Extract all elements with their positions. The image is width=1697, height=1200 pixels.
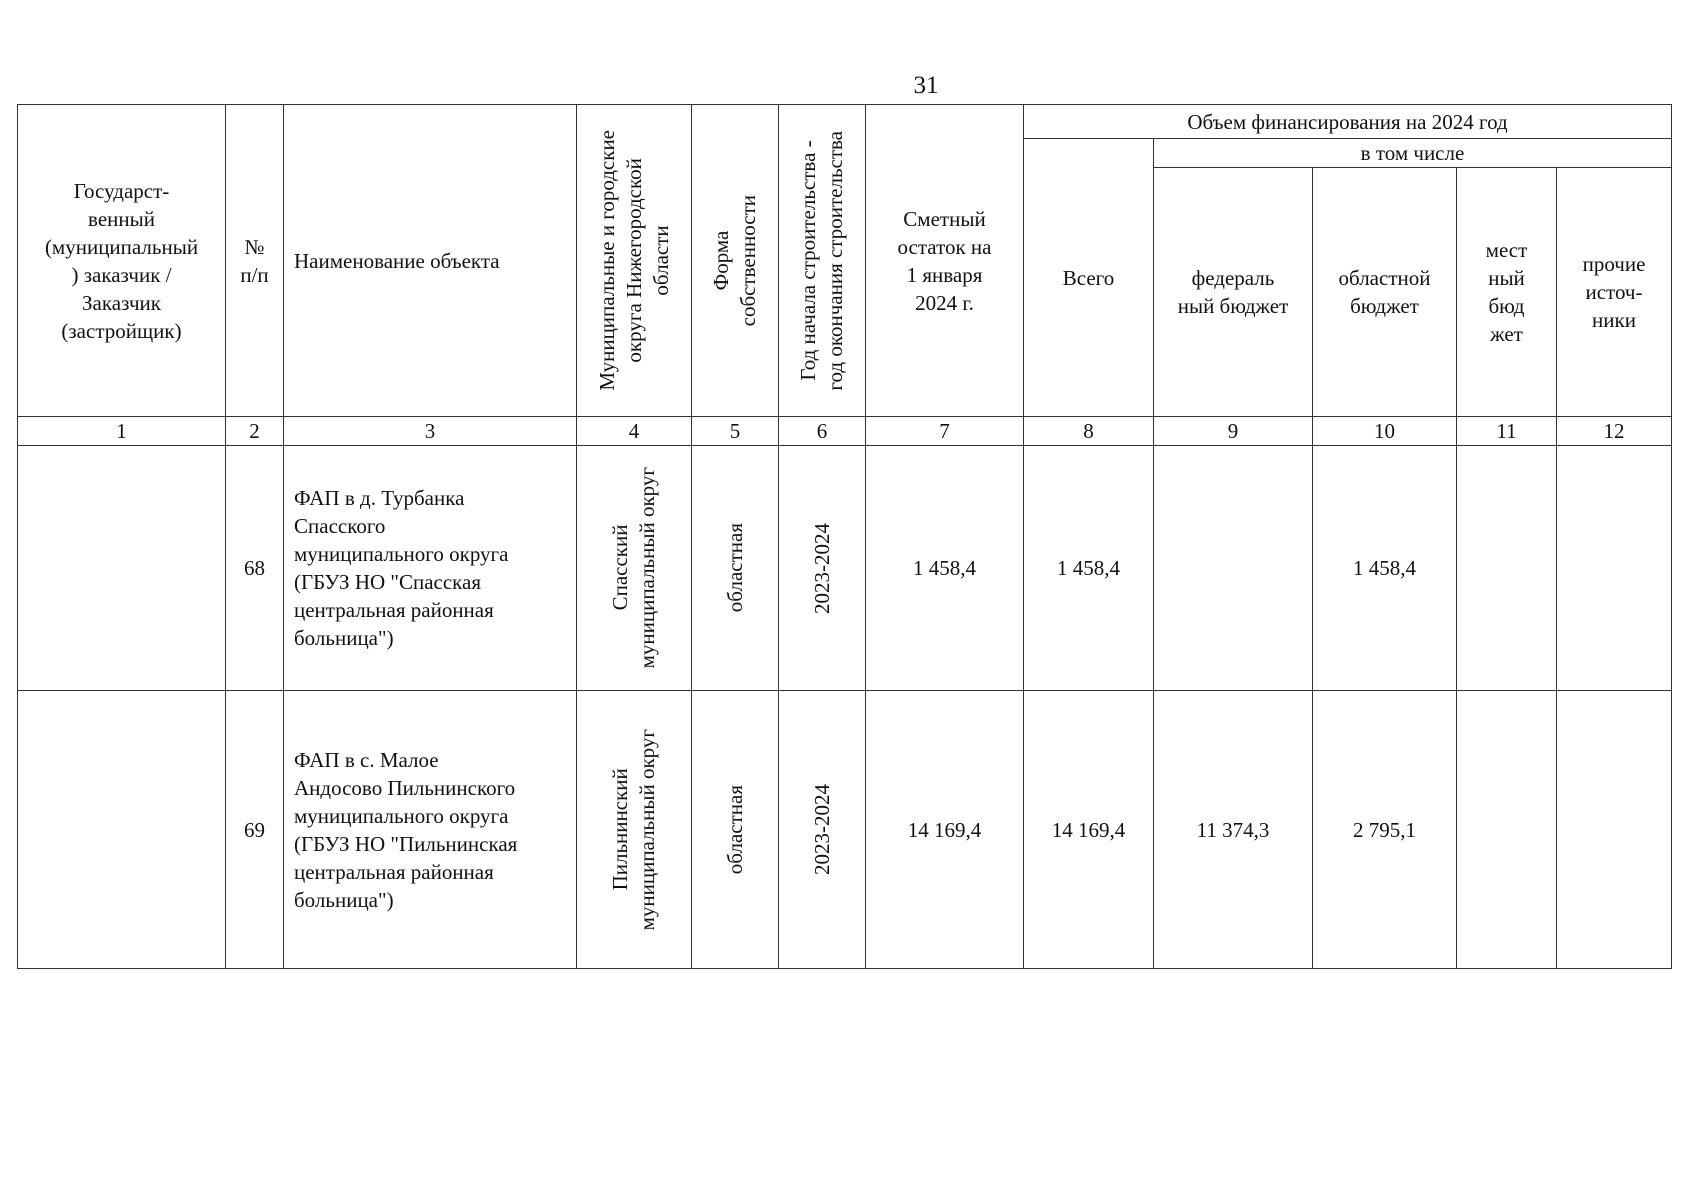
row-district — [577, 446, 692, 691]
header-other: прочие источ- ники — [1557, 168, 1672, 417]
financing-table — [17, 104, 1672, 969]
header-district-text: Муниципальные и городские округа Нижегородской области — [594, 130, 673, 391]
row-district — [577, 691, 692, 969]
row-years-text: 2023-2024 — [809, 522, 834, 614]
column-number: 5 — [692, 417, 779, 446]
column-number: 2 — [226, 417, 284, 446]
page-number: 31 — [913, 72, 939, 99]
column-number: 4 — [577, 417, 692, 446]
column-number: 11 — [1457, 417, 1557, 446]
header-funding-group: Объем финансирования на 2024 год — [1024, 105, 1672, 139]
row-estimate: 14 169,4 — [866, 691, 1024, 969]
table-row — [18, 446, 1672, 691]
header-including: в том числе — [1154, 139, 1672, 168]
row-ownership-text: областная — [722, 784, 747, 875]
column-numbers-row — [18, 417, 1672, 446]
row-district-text: Спасский муниципальный округ — [608, 467, 659, 669]
row-district-text: Пильнинский муниципальный округ — [608, 728, 659, 931]
row-customer — [18, 446, 226, 691]
row-total: 1 458,4 — [1024, 446, 1154, 691]
header-local: мест ный бюд жет — [1457, 168, 1557, 417]
row-total: 14 169,4 — [1024, 691, 1154, 969]
row-years-text: 2023-2024 — [809, 784, 834, 875]
header-estimate: Сметный остаток на 1 января 2024 г. — [866, 105, 1024, 417]
row-object-name: ФАП в д. Турбанка Спасского муниципального округа (ГБУЗ НО "Спасская центральная районная больница") — [284, 446, 577, 691]
header-total: Всего — [1024, 139, 1154, 417]
row-number: 69 — [226, 691, 284, 969]
row-years — [779, 446, 866, 691]
header-number: № п/п — [226, 105, 284, 417]
row-other — [1557, 446, 1672, 691]
header-ownership-text: Форма собственности — [709, 194, 760, 327]
row-number: 68 — [226, 446, 284, 691]
row-estimate: 1 458,4 — [866, 446, 1024, 691]
header-federal: федераль ный бюджет — [1154, 168, 1313, 417]
row-ownership — [692, 446, 779, 691]
column-number: 9 — [1154, 417, 1313, 446]
header-years — [779, 105, 866, 417]
header-customer: Государст- венный (муниципальный ) заказчик / Заказчик (застройщик) — [18, 105, 226, 417]
column-number: 6 — [779, 417, 866, 446]
row-other — [1557, 691, 1672, 969]
row-ownership — [692, 691, 779, 969]
row-years — [779, 691, 866, 969]
row-ownership-text: областная — [722, 523, 747, 613]
column-number: 8 — [1024, 417, 1154, 446]
row-regional: 2 795,1 — [1313, 691, 1457, 969]
header-object-name: Наименование объекта — [284, 105, 577, 417]
row-federal: 11 374,3 — [1154, 691, 1313, 969]
row-regional: 1 458,4 — [1313, 446, 1457, 691]
column-number: 7 — [866, 417, 1024, 446]
column-number: 1 — [18, 417, 226, 446]
column-number: 10 — [1313, 417, 1457, 446]
row-local — [1457, 691, 1557, 969]
row-customer — [18, 691, 226, 969]
row-object-name: ФАП в с. Малое Андосово Пильнинского муниципального округа (ГБУЗ НО "Пильнинская центральная районная больница") — [284, 691, 577, 969]
header-regional: областной бюджет — [1313, 168, 1457, 417]
row-federal — [1154, 446, 1313, 691]
header-district — [577, 105, 692, 417]
column-number: 12 — [1557, 417, 1672, 446]
row-local — [1457, 446, 1557, 691]
column-number: 3 — [284, 417, 577, 446]
header-years-text: Год начала строительства - год окончания строительства — [796, 130, 847, 391]
header-ownership — [692, 105, 779, 417]
table-row — [18, 691, 1672, 969]
